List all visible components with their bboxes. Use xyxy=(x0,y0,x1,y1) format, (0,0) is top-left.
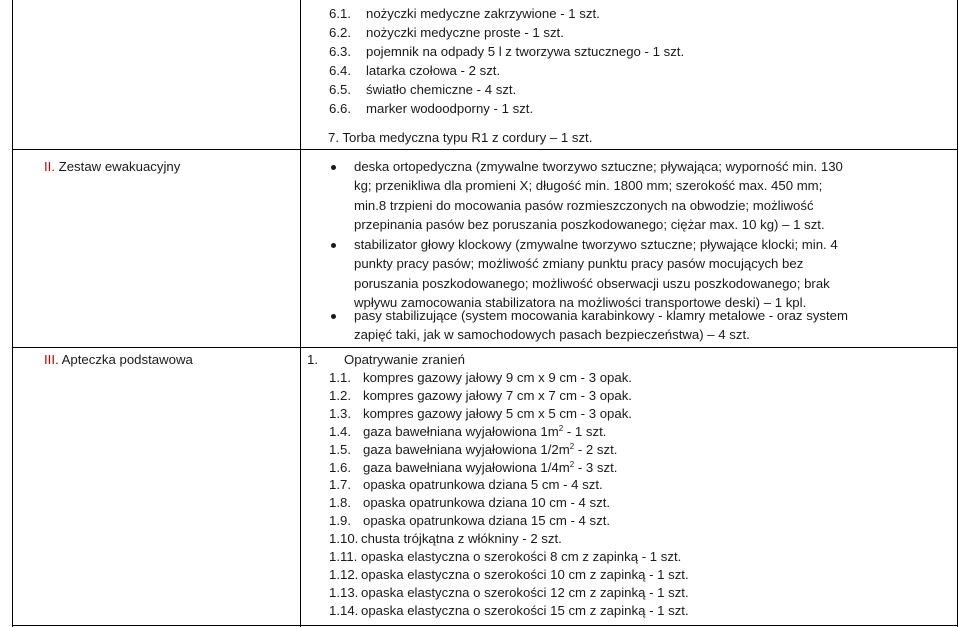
list-item-text xyxy=(363,476,603,494)
list-item-number: 6.3. xyxy=(329,44,351,59)
list-item-main: opaska elastyczna o szerokości 10 cm z zapinką - 1 szt. xyxy=(361,566,689,582)
list-item-text: światło chemiczne - 4 szt. xyxy=(366,82,517,97)
list-item-text xyxy=(363,387,632,405)
bullet-dot xyxy=(331,314,336,319)
bullet-text-line: deska ortopedyczna (zmywalne tworzywo sztuczne; pływająca; wyporność min. 130 xyxy=(354,159,843,174)
bullet-text-line: stabilizator głowy klockowy (zmywalne tworzywo sztuczne; pływające klocki; min. 4 xyxy=(354,237,838,252)
list-item-number: 1.5. xyxy=(329,441,351,457)
bullet-text-line: min.8 trzpieni do mocowania pasów rozmieszczonych na obwodzie; możliwość xyxy=(354,197,814,213)
section-3-roman: III. xyxy=(44,352,59,367)
list-item-number: 6.5. xyxy=(329,82,351,97)
superscript: 2 xyxy=(569,459,575,469)
table-left-border xyxy=(12,0,13,627)
bullet-text-line: poruszania poszkodowanego; możliwość obserwacji uszu poszkodowanego; brak xyxy=(354,275,830,291)
list-item-suffix: - 1 szt. xyxy=(563,423,607,439)
list-item-main: kompres gazowy jałowy 9 cm x 9 cm - 3 opak. xyxy=(363,370,632,385)
bullet-text-line: przepinania pasów bez poruszania poszkodowanego; ciężar max. 10 kg) – 1 szt. xyxy=(354,216,825,232)
list-item-text xyxy=(363,405,632,423)
list-item-main: opaska elastyczna o szerokości 15 cm z zapinką - 1 szt. xyxy=(361,602,689,618)
list-item-text: nożyczki medyczne proste - 1 szt. xyxy=(366,25,564,40)
superscript: 2 xyxy=(569,441,575,451)
list-item-number: 1.4. xyxy=(329,423,351,439)
section-3-heading: Opatrywanie zranień xyxy=(344,352,465,367)
list-item-number: 1.10. xyxy=(329,531,359,547)
row-divider-2 xyxy=(12,347,958,348)
list-item-text xyxy=(363,369,632,387)
bullet-text-line: zapięć taki, jak w samochodowych pasach bezpieczeństwa) – 4 szt. xyxy=(354,327,750,343)
list-item-main: opaska opatrunkowa dziana 15 cm - 4 szt. xyxy=(363,513,611,529)
list-item-text xyxy=(363,459,617,477)
list-item-main: chusta trójkątna z włókniny - 2 szt. xyxy=(361,531,562,547)
list-item-main: gaza bawełniana wyjałowiona 1/4m xyxy=(363,459,570,475)
list-item-main: kompres gazowy jałowy 5 cm x 5 cm - 3 opak. xyxy=(363,405,632,421)
list-item-main: opaska opatrunkowa dziana 10 cm - 4 szt. xyxy=(363,495,611,511)
list-item-text: nożyczki medyczne zakrzywione - 1 szt. xyxy=(366,6,600,21)
list-item-number: 6.4. xyxy=(329,63,351,78)
bullet-text-line: kg; przenikliwa dla promieni X; długość min. 1800 mm; szerokość max. 450 mm; xyxy=(354,178,823,194)
list-item-text xyxy=(363,494,610,512)
section-3-title: Apteczka podstawowa xyxy=(61,352,193,367)
list-item-main: opaska opatrunkowa dziana 5 cm - 4 szt. xyxy=(363,477,603,493)
section-2-label xyxy=(44,158,180,176)
list-item-number: 1.1. xyxy=(329,370,351,385)
list-item-text: latarka czołowa - 2 szt. xyxy=(366,63,501,78)
bullet-dot xyxy=(331,165,336,170)
table-bottom-border xyxy=(12,625,958,626)
list-item-text xyxy=(361,602,689,620)
bullet-text-line: wpływu zamocowania stabilizatora na możliwości transportowe deski) – 1 kpl. xyxy=(354,294,807,310)
list-item-text xyxy=(361,566,689,584)
list-item-text: marker wodoodporny - 1 szt. xyxy=(366,101,534,116)
list-item-number: 1.8. xyxy=(329,495,351,511)
list-item-main: opaska elastyczna o szerokości 8 cm z zapinką - 1 szt. xyxy=(361,549,682,564)
list-item-number: 1.13. xyxy=(329,584,359,600)
list-item-number: 1.6. xyxy=(329,459,351,475)
list-item-text xyxy=(363,423,606,441)
list-item-main: kompres gazowy jałowy 7 cm x 7 cm - 3 opak. xyxy=(363,387,632,403)
bullet-text-line: pasy stabilizujące (system mocowania karabinkowy - klamry metalowe - oraz system xyxy=(354,308,848,323)
list-item-number: 1.7. xyxy=(329,477,351,493)
list-item-number: 6.6. xyxy=(329,101,351,116)
section-3-heading-number: 1. xyxy=(307,352,318,367)
list-item-number: 1.3. xyxy=(329,405,351,421)
list-item-text xyxy=(363,512,610,530)
list-item-text xyxy=(361,584,689,602)
torba-item: 7. Torba medyczna typu R1 z cordury – 1 szt. xyxy=(328,130,593,145)
section-2-roman: II. xyxy=(44,159,55,174)
table-column-divider xyxy=(300,0,301,627)
row-divider-1 xyxy=(12,149,958,150)
bullet-text-line: punkty pracy pasów; możliwość zmiany punktu pracy pasów mocujących bez xyxy=(354,256,804,272)
bullet-dot xyxy=(331,243,336,248)
list-item-number: 1.12. xyxy=(329,566,359,582)
list-item-suffix: - 2 szt. xyxy=(574,441,618,457)
list-item-main: gaza bawełniana wyjałowiona 1/2m xyxy=(363,441,570,457)
list-item-number: 1.2. xyxy=(329,387,351,403)
list-item-text xyxy=(361,548,681,566)
list-item-suffix: - 3 szt. xyxy=(574,459,618,475)
list-item-text xyxy=(363,441,617,459)
list-item-text xyxy=(361,530,562,548)
list-item-text: pojemnik na odpady 5 l z tworzywa sztucznego - 1 szt. xyxy=(366,44,685,59)
list-item-number: 6.1. xyxy=(329,6,351,21)
list-item-main: gaza bawełniana wyjałowiona 1m xyxy=(363,423,559,439)
list-item-number: 6.2. xyxy=(329,25,351,40)
list-item-number: 1.9. xyxy=(329,513,351,529)
section-2-title: Zestaw ewakuacyjny xyxy=(58,159,181,174)
list-item-number: 1.11. xyxy=(329,549,358,564)
superscript: 2 xyxy=(558,423,564,433)
list-item-number: 1.14. xyxy=(329,602,359,618)
list-item-main: opaska elastyczna o szerokości 12 cm z zapinką - 1 szt. xyxy=(361,584,689,600)
table-right-border xyxy=(957,0,958,627)
section-3-label xyxy=(44,351,193,369)
